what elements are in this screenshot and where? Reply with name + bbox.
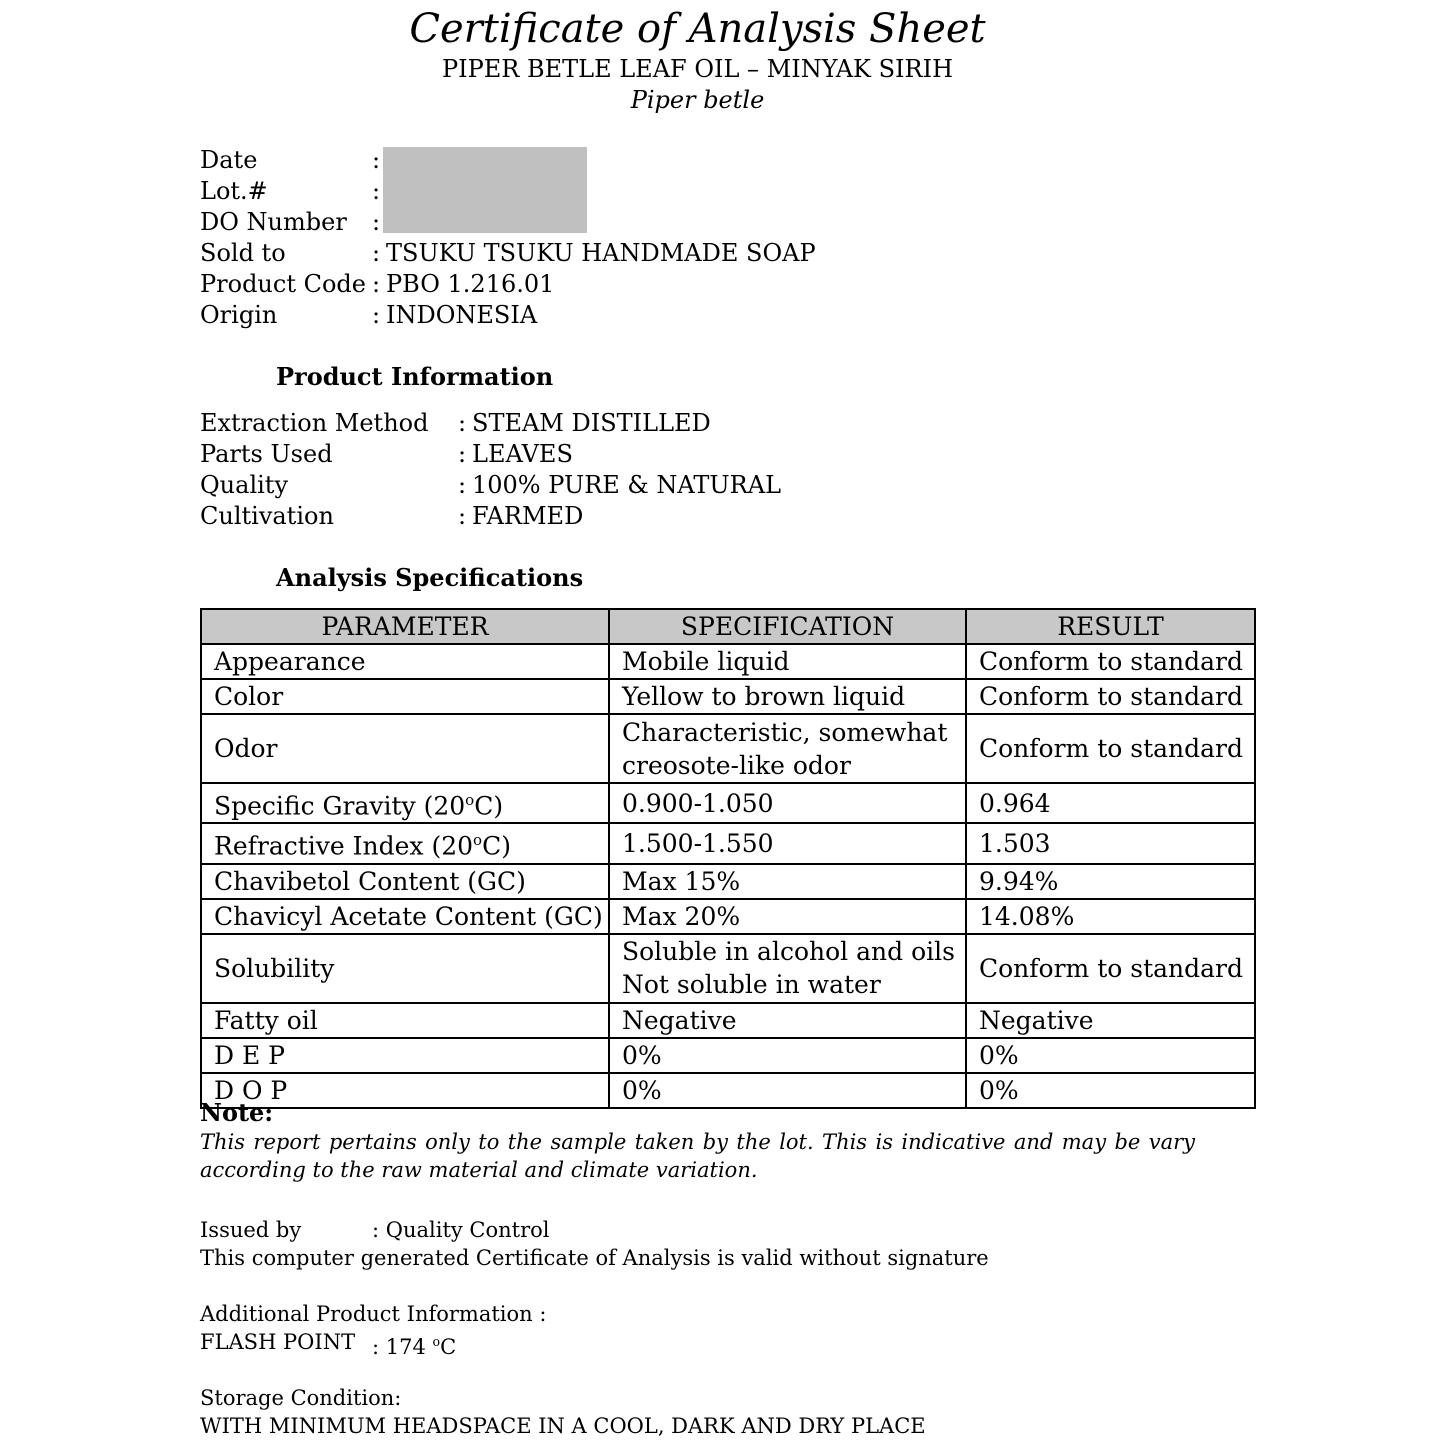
cell-parameter: Refractive Index (20$^o$C) [201,823,609,863]
spec-line: creosote-like odor [622,750,851,780]
cell-specification [609,934,966,1003]
cell-parameter: Odor [201,714,609,783]
field-label: Lot.# [200,177,268,205]
analysis-table [200,608,1256,1109]
cell-specification: 0% [609,1073,966,1108]
table-row [201,899,1255,934]
cell-result: 9.94% [966,864,1255,899]
storage-text: WITH MINIMUM HEADSPACE IN A COOL, DARK AND DRY PLACE [200,1414,926,1438]
cell-result: Conform to standard [966,934,1255,1003]
column-header-specification: SPECIFICATION [609,609,966,644]
column-header-result: RESULT [966,609,1255,644]
document-title: Certificate of Analysis Sheet [409,6,986,52]
cell-specification [609,714,966,783]
table-row [201,783,1255,823]
table-row [201,1003,1255,1038]
spec-line: Not soluble in water [622,970,881,1000]
table-row [201,823,1255,863]
field-label: Quality [200,471,288,499]
cell-result: 0% [966,1038,1255,1073]
field-value: TSUKU TSUKU HANDMADE SOAP [386,239,816,267]
product-subtitle: PIPER BETLE LEAF OIL – MINYAK SIRIH [442,55,953,83]
field-value: LEAVES [472,440,573,468]
cell-parameter: D E P [201,1038,609,1073]
table-row [201,1073,1255,1108]
field-label: Cultivation [200,502,334,530]
cell-specification: Max 15% [609,864,966,899]
product-information-heading: Product Information [276,362,554,391]
cell-result: 1.503 [966,823,1255,863]
cell-parameter: Chavicyl Acetate Content (GC) [201,899,609,934]
table-row [201,934,1255,1003]
cell-parameter: Appearance [201,644,609,679]
signature-statement: This computer generated Certificate of Analysis is valid without signature [200,1246,989,1270]
field-label: Origin [200,301,278,329]
issued-by-value: : Quality Control [372,1218,550,1242]
table-row [201,714,1255,783]
field-label: Sold to [200,239,286,267]
cell-result: Conform to standard [966,679,1255,714]
cell-result: Conform to standard [966,714,1255,783]
botanical-name: Piper betle [630,86,765,114]
field-value: FARMED [472,502,584,530]
cell-specification: Yellow to brown liquid [609,679,966,714]
table-row [201,644,1255,679]
cell-result: 0% [966,1073,1255,1108]
table-row [201,679,1255,714]
cell-parameter: Fatty oil [201,1003,609,1038]
cell-specification: 0.900-1.050 [609,783,966,823]
field-label: DO Number [200,208,347,236]
flash-point-value: : 174 $^o$C [372,1334,457,1359]
field-value: INDONESIA [386,301,538,329]
cell-parameter: Color [201,679,609,714]
cell-parameter: Specific Gravity (20$^o$C) [201,783,609,823]
issued-by-label: Issued by [200,1218,302,1242]
cell-specification: Negative [609,1003,966,1038]
cell-specification: Max 20% [609,899,966,934]
cell-result: 14.08% [966,899,1255,934]
cell-specification: 0% [609,1038,966,1073]
cell-specification: 1.500-1.550 [609,823,966,863]
additional-info-heading: Additional Product Information : [200,1302,547,1326]
storage-heading: Storage Condition: [200,1386,402,1410]
table-header-row [201,609,1255,644]
field-label: Product Code [200,270,366,298]
flash-point-line [200,1328,457,1359]
cell-result: Conform to standard [966,644,1255,679]
spec-line: Soluble in alcohol and oils [622,937,955,967]
field-label: Date [200,146,258,174]
field-label: Extraction Method [200,409,429,437]
cell-parameter: Solubility [201,934,609,1003]
field-value: PBO 1.216.01 [386,270,555,298]
cell-result: Negative [966,1003,1255,1038]
table-row [201,864,1255,899]
cell-parameter: D O P [201,1073,609,1108]
cell-specification: Mobile liquid [609,644,966,679]
cell-parameter: Chavibetol Content (GC) [201,864,609,899]
field-value: 100% PURE & NATURAL [472,471,781,499]
table-row [201,1038,1255,1073]
redaction-box [383,147,587,233]
field-value: STEAM DISTILLED [472,409,711,437]
note-text: This report pertains only to the sample taken by the lot. This is indicative and may be vary according to the raw material and climate variation. [200,1130,1195,1182]
analysis-specifications-heading: Analysis Specifications [276,563,584,592]
column-header-parameter: PARAMETER [201,609,609,644]
flash-point-label: FLASH POINT [200,1330,356,1354]
cell-result: 0.964 [966,783,1255,823]
spec-line: Characteristic, somewhat [622,717,948,747]
field-label: Parts Used [200,440,333,468]
note-heading: Note: [200,1098,274,1127]
issued-by-line [200,1216,550,1244]
